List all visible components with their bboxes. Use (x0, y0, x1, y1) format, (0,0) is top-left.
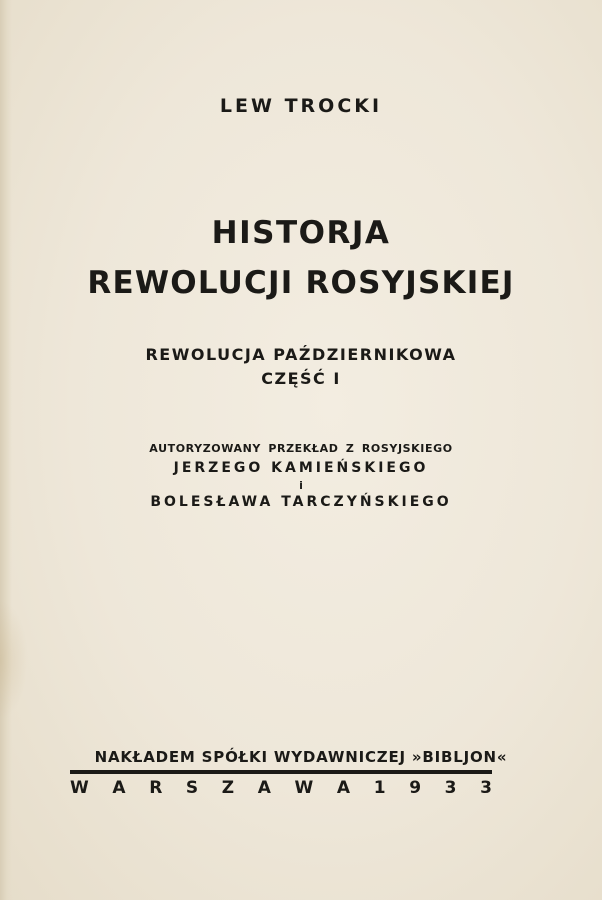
paper-stain (0, 600, 28, 720)
translation-intro: AUTORYZOWANY PRZEKŁAD Z ROSYJSKIEGO (149, 442, 453, 455)
place-year-letter: W (70, 778, 89, 798)
book-title-line-2: REWOLUCJI ROSYJSKIEJ (87, 265, 515, 301)
place-year-letter: W (294, 778, 314, 798)
place-year-letter: A (112, 778, 126, 798)
place-year-letter: 1 (373, 778, 386, 798)
place-year-letter: 3 (444, 778, 457, 798)
subtitle-line-2: CZĘŚĆ I (261, 369, 341, 388)
translator-conjunction: i (299, 479, 303, 492)
publisher-rule (70, 770, 492, 774)
place-year-letter: Z (221, 778, 235, 798)
place-year-letter: S (185, 778, 199, 798)
translator-1: JERZEGO KAMIEŃSKIEGO (173, 460, 429, 476)
book-title-line-1: HISTORJA (211, 215, 391, 251)
publisher-line: NAKŁADEM SPÓŁKI WYDAWNICZEJ »BIBLJON« (94, 748, 508, 766)
place-year-letter: A (336, 778, 351, 798)
place-year-letter: R (149, 778, 163, 798)
place-year-letter: 3 (480, 778, 492, 798)
place-year-letter: A (257, 778, 271, 798)
place-year-letter: 9 (409, 778, 422, 798)
translator-2: BOLESŁAWA TARCZYŃSKIEGO (150, 494, 452, 510)
author-name: LEW TROCKI (219, 95, 383, 117)
subtitle-line-1: REWOLUCJA PAŹDZIERNIKOWA (145, 345, 457, 364)
place-year (70, 778, 492, 798)
